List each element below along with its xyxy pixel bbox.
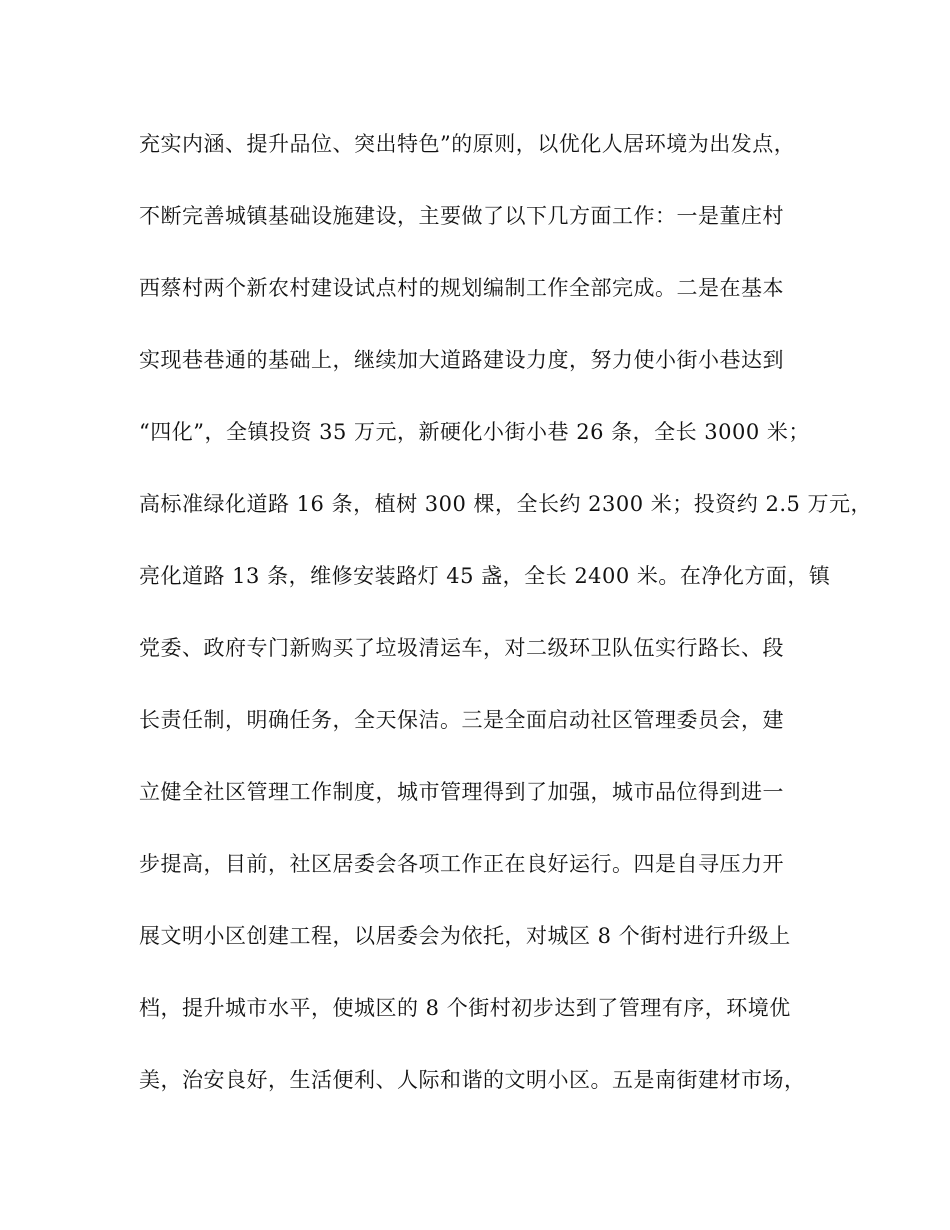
paragraph-line: 立健全社区管理工作制度，城市管理得到了加强，城市品位得到进一 [139,780,784,804]
paragraph-line: “四化”，全镇投资 35 万元，新硬化小街小巷 26 条，全长 3000 米； [139,420,810,444]
paragraph-line: 长责任制，明确任务，全天保洁。三是全面启动社区管理委员会，建 [139,708,784,732]
paragraph-line: 党委、政府专门新购买了垃圾清运车，对二级环卫队伍实行路长、段 [139,636,784,660]
paragraph-line: 西蔡村两个新农村建设试点村的规划编制工作全部完成。二是在基本 [139,276,784,300]
paragraph-line: 不断完善城镇基础设施建设，主要做了以下几方面工作：一是董庄村 [139,204,784,228]
paragraph-line: 高标准绿化道路 16 条，植树 300 棵，全长约 2300 米；投资约 2.5 万元， [139,492,873,516]
paragraph-line: 充实内涵、提升品位、突出特色”的原则，以优化人居环境为出发点， [139,132,796,156]
paragraph-line: 实现巷巷通的基础上，继续加大道路建设力度，努力使小街小巷达到 [139,348,784,372]
paragraph-line: 美，治安良好，生活便利、人际和谐的文明小区。五是南街建材市场， [139,1068,806,1092]
paragraph-line: 步提高，目前，社区居委会各项工作正在良好运行。四是自寻压力开 [139,852,784,876]
paragraph-line: 档，提升城市水平，使城区的 8 个街村初步达到了管理有序，环境优 [139,996,791,1020]
paragraph-line: 亮化道路 13 条，维修安装路灯 45 盏，全长 2400 米。在净化方面，镇 [139,564,831,588]
paragraph-line: 展文明小区创建工程，以居委会为依托，对城区 8 个街村进行升级上 [139,924,791,948]
